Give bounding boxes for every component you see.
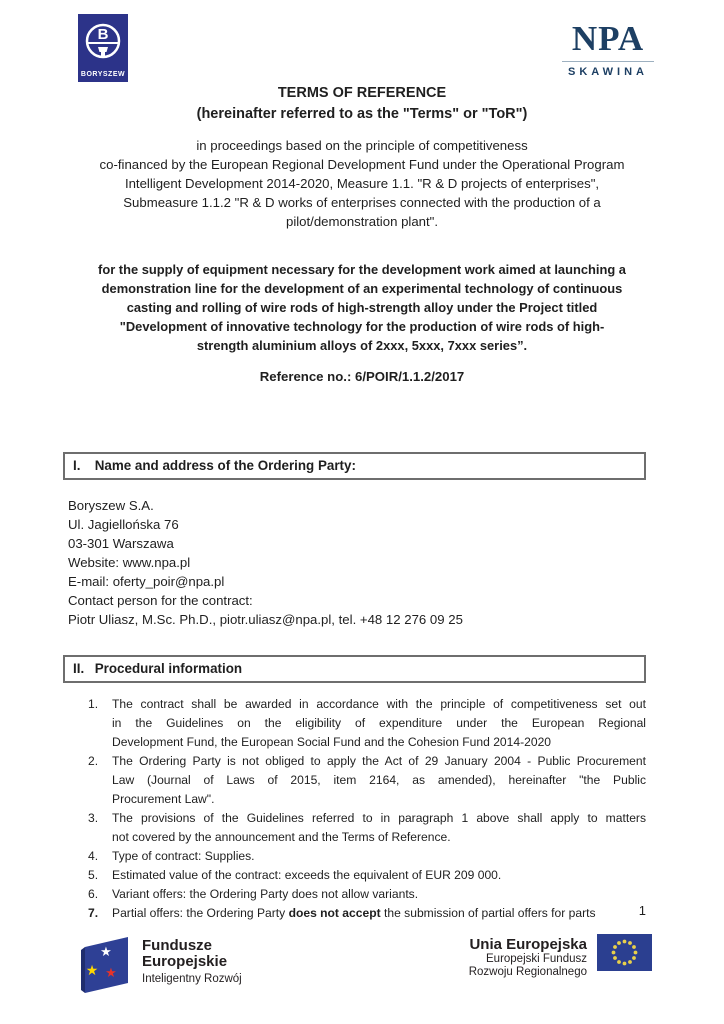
procedural-information-list (64, 695, 646, 923)
item-line: Law (Journal of Laws of 2015, item 2164, as amended), hereinafter "the Public (112, 773, 646, 787)
address-line-email: E-mail: oferty_poir@npa.pl (68, 574, 225, 589)
section-1-heading-box (63, 452, 646, 480)
item-line: Type of contract: Supplies. (112, 849, 255, 863)
fundusze-europejskie-logo (78, 934, 242, 996)
item-number: 2. (88, 754, 99, 768)
list-item (64, 752, 646, 809)
item-number: 5. (88, 868, 99, 882)
subject-line: casting and rolling of wire rods of high-strength alloy under the Project titled (126, 300, 598, 315)
item-line: Development Fund, the European Social Fund and the Cohesion Fund 2014-2020 (112, 735, 552, 749)
eu-flag-icon (597, 934, 652, 971)
boryszew-logo-icon (78, 14, 128, 82)
item-number: 6. (88, 887, 99, 901)
intro-line: co-financed by the European Regional Development Fund under the Operational Program (99, 157, 625, 172)
npa-logo-divider (562, 61, 654, 62)
address-line-company: Boryszew S.A. (68, 498, 154, 513)
document-title (0, 83, 724, 125)
item-number: 4. (88, 849, 99, 863)
subject-paragraph (22, 260, 702, 355)
npa-skawina-logo (562, 19, 654, 78)
address-line-city: 03-301 Warszawa (68, 536, 174, 551)
eu-subtitle: Europejski Fundusz (486, 953, 587, 965)
page-number: 1 (638, 903, 646, 918)
item-line: Variant offers: the Ordering Party does not allow variants. (112, 887, 419, 901)
boryszew-wordmark: BORYSZEW (80, 71, 126, 78)
list-item (64, 847, 646, 866)
npa-logo-city: SKAWINA (568, 66, 648, 78)
title-line-2: (hereinafter referred to as the "Terms" or "ToR") (196, 106, 528, 122)
item-text-bold: does not accept (288, 906, 381, 920)
list-item (64, 866, 646, 885)
item-number: 7. (88, 906, 99, 920)
boryszew-logo (78, 14, 128, 87)
list-item (64, 809, 646, 847)
unia-europejska-logo (469, 934, 652, 979)
ordering-party-address (68, 496, 463, 629)
item-text: Partial offers: the Ordering Party (112, 906, 289, 920)
item-line: The Ordering Party is not obliged to apply the Act of 29 January 2004 - Public Procurement (112, 754, 646, 768)
fundusze-europejskie-flag-icon (78, 934, 130, 996)
unia-europejska-text (469, 934, 587, 979)
fe-subtitle: Inteligentny Rozwój (142, 973, 242, 985)
eu-title: Unia Europejska (469, 936, 587, 953)
title-line-1: TERMS OF REFERENCE (277, 85, 447, 101)
white-star-icon: ★ (100, 945, 112, 960)
fundusze-europejskie-text (142, 934, 242, 985)
subject-line: "Development of innovative technology for the production of wire rods of high- (119, 319, 605, 334)
section-1-numeral: I. (73, 458, 81, 473)
boryszew-letter: B (97, 26, 109, 43)
npa-logo-name: NPA (571, 19, 645, 58)
item-line: The provisions of the Guidelines referred to in paragraph 1 above shall apply to matters (112, 811, 646, 825)
list-item (64, 695, 646, 752)
intro-line: Submeasure 1.1.2 "R & D works of enterprises connected with the production of a (123, 195, 601, 210)
intro-line: Intelligent Development 2014-2020, Measure 1.1. "R & D projects of enterprises", (124, 176, 600, 191)
section-2-heading-box (63, 655, 646, 683)
item-line: The contract shall be awarded in accordance with the principle of competitiveness set out (112, 697, 646, 711)
address-line-contact-person: Piotr Uliasz, M.Sc. Ph.D., piotr.uliasz@npa.pl, tel. +48 12 276 09 25 (68, 612, 463, 627)
item-number: 1. (88, 697, 99, 711)
item-number: 3. (88, 811, 99, 825)
red-star-icon: ★ (105, 966, 117, 981)
intro-line: pilot/demonstration plant". (285, 214, 439, 229)
item-line: in the Guidelines on the eligibility of expenditure under the European Regional (112, 716, 646, 730)
subject-line: demonstration line for the development of an experimental technology of continuous (101, 281, 623, 296)
subject-line: strength aluminium alloys of 2xxx, 5xxx, 7xxx series”. (196, 338, 528, 353)
address-line-contact-label: Contact person for the contract: (68, 593, 253, 608)
section-2-numeral: II. (73, 661, 85, 676)
address-line-website: Website: www.npa.pl (68, 555, 191, 570)
item-line: Estimated value of the contract: exceeds the equivalent of EUR 209 000. (112, 868, 502, 882)
intro-line: in proceedings based on the principle of competitiveness (196, 138, 528, 153)
address-line-street: Ul. Jagiellońska 76 (68, 517, 179, 532)
item-text: the submission of partial offers for parts (380, 906, 596, 920)
item-line: not covered by the announcement and the Terms of Reference. (112, 830, 451, 844)
subject-line: for the supply of equipment necessary for the development work aimed at launching a (98, 262, 626, 277)
reference-number: Reference no.: 6/POIR/1.1.2/2017 (259, 369, 465, 384)
section-1-heading: Name and address of the Ordering Party: (94, 458, 356, 473)
eu-subtitle: Rozwoju Regionalnego (468, 966, 587, 978)
fe-title-line: Fundusze (142, 937, 212, 954)
section-2-heading: Procedural information (94, 661, 243, 676)
intro-paragraph (22, 136, 702, 231)
fe-title-line: Europejskie (142, 953, 228, 970)
item-line: Procurement Law". (112, 792, 215, 806)
list-item (64, 885, 646, 904)
yellow-star-icon: ★ (85, 963, 99, 979)
